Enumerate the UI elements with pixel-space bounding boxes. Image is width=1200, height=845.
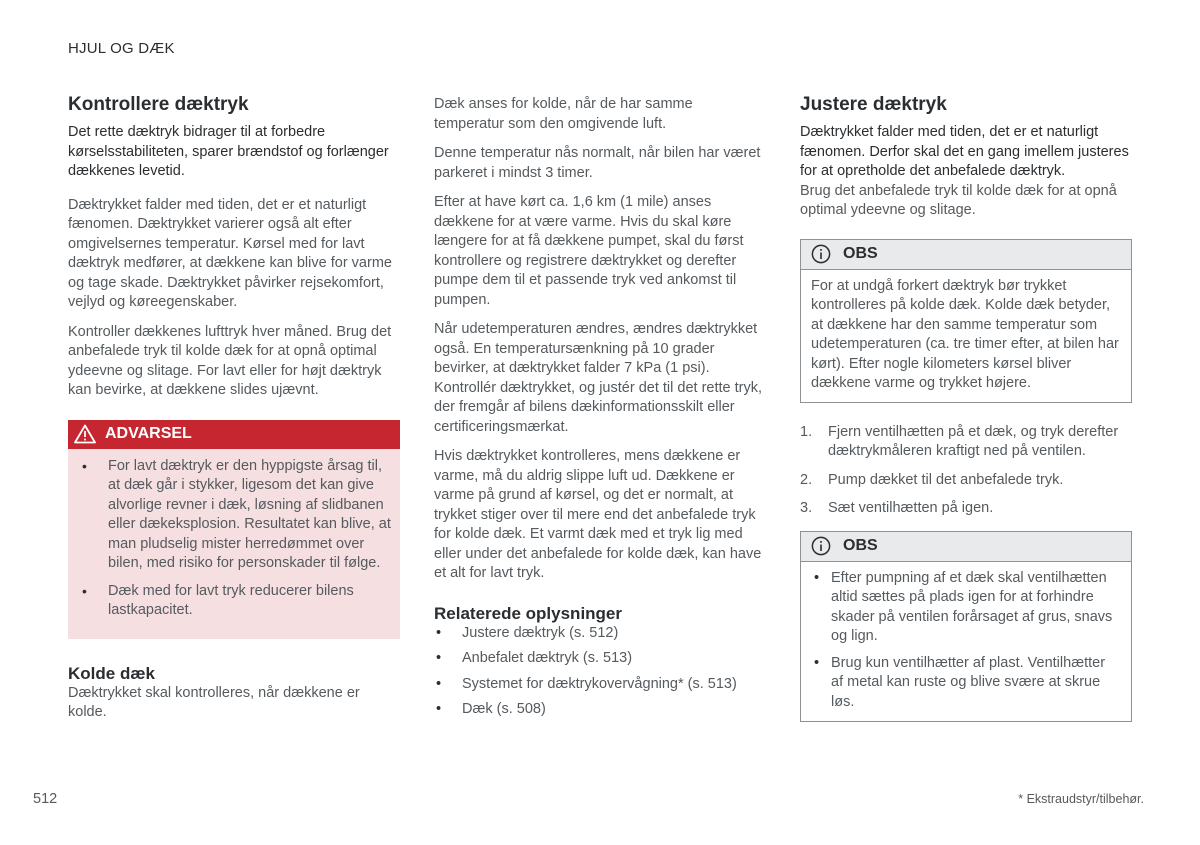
column-middle	[434, 95, 764, 726]
page-number: 512	[33, 791, 58, 807]
note-header	[801, 532, 1131, 562]
step-item	[800, 471, 1132, 491]
step-number: 2.	[800, 471, 813, 488]
warning-box	[68, 420, 400, 639]
note-title: OBS	[843, 245, 878, 262]
warning-item: • Dæk med for lavt tryk reducerer bilens lastkapacitet.	[68, 582, 392, 621]
paragraph: Hvis dæktrykket kontrolleres, mens dækkene er varme, må du aldrig slippe luft ud. Dækkene er varme på grund af kørsel, og det er normalt, at trykket stiger over til mere end det anbefalede tryk for kolde dæk. Et varmt dæk med et tryk lig med eller under det anbefalede for kolde dæk, kan have et alt for lavt tryk.	[434, 448, 762, 581]
note-header	[801, 240, 1131, 270]
warning-list	[68, 449, 400, 635]
step-number: 1.	[800, 423, 813, 440]
intro-paragraph: Dæktrykket falder med tiden, det er et naturligt fænomen. Derfor skal det en gang imellem justeres for at opretholde det anbefalede dæktryk.	[800, 124, 1129, 179]
subsection-title-cold-tires: Kolde dæk	[68, 663, 155, 683]
paragraph: Efter at have kørt ca. 1,6 km (1 mile) anses dækkene for at være varme. Hvis du skal køre længere for at få dækkene pumpet, skal du først kontrollere og registrere dæktrykket og derefter pumpe dem til et passende tryk ved ankomst til pumpen.	[434, 194, 744, 308]
steps-list	[800, 423, 1132, 519]
related-info-title: Relaterede oplysninger	[434, 603, 623, 623]
paragraph: Kontroller dækkenes lufttryk hver måned. Brug det anbefalede tryk til kolde dæk for at opnå optimal ydeevne og slitage. For lavt eller for højt dæktryk kan bevirke, at dækkene slides ujævnt.	[68, 323, 392, 398]
related-link[interactable]: • Anbefalet dæktryk (s. 513)	[434, 649, 764, 669]
note-item: • Efter pumpning af et dæk skal ventilhætten altid sættes på plads igen for at forhindre skader på ventilen forårsaget af grus, snavs og lign.	[811, 569, 1121, 647]
note-box	[800, 239, 1132, 403]
section-header: HJUL OG DÆK	[68, 40, 175, 57]
step-text: Sæt ventilhætten på igen.	[828, 500, 994, 516]
column-left	[68, 93, 400, 733]
footnote: * Ekstraudstyr/tilbehør.	[1018, 792, 1144, 806]
related-link[interactable]: • Systemet for dæktrykovervågning* (s. 513)	[434, 675, 764, 695]
step-number: 3.	[800, 500, 813, 516]
column-right	[800, 93, 1132, 722]
related-link[interactable]: • Justere dæktryk (s. 512)	[434, 624, 764, 644]
paragraph: Dæktrykket skal kontrolleres, når dækkene er kolde.	[68, 684, 360, 720]
paragraph: Denne temperatur nås normalt, når bilen har været parkeret i mindst 3 timer.	[434, 145, 761, 181]
note-body	[801, 270, 1131, 402]
paragraph: Dæktrykket falder med tiden, det er et naturligt fænomen. Dæktrykket varierer også alt efter omgivelsernes temperatur. Kørsel med for lavt dæktryk medfører, at dækkene kan blive for varme og tage skade. Dæktrykket påvirker rejsekomfort, vejlyd og køreegenskaber.	[68, 196, 392, 310]
section-title-adjust-pressure: Justere dæktryk	[800, 94, 947, 115]
warning-title: ADVARSEL	[105, 425, 192, 442]
warning-triangle-icon	[74, 424, 96, 444]
note-item: • Brug kun ventilhætter af plast. Ventilhætter af metal kan ruste og blive svære at skrue løs.	[811, 654, 1121, 713]
intro-paragraph: Det rette dæktryk bidrager til at forbedre kørselsstabiliteten, sparer brændstof og forlænger dækkenes levetid.	[68, 124, 389, 179]
note-list	[811, 569, 1121, 713]
paragraph: Dæk anses for kolde, når de har samme temperatur som den omgivende luft.	[434, 96, 693, 132]
note-box	[800, 531, 1132, 723]
step-item	[800, 423, 1132, 462]
section-title-check-pressure: Kontrollere dæktryk	[68, 94, 249, 115]
note-text: For at undgå forkert dæktryk bør trykket kontrolleres på kolde dæk. Kolde dæk betyder, at dækkene har den samme temperatur som udetemperaturen (ca. tre timer efter, at bilen har kørt). Efter nogle kilometers kørsel bliver dækkene varme og trykket højere.	[811, 277, 1119, 391]
step-item	[800, 499, 1132, 519]
warning-item: • For lavt dæktryk er den hyppigste årsag til, at dæk går i stykker, ligesom det kan give alvorlige revner i dæk, løsning af slidbanen eller dækeksplosion. Resultatet kan blive, at man pludselig mister herredømmet over bilen, med risiko for personskader til følge.	[68, 457, 392, 574]
step-text: Fjern ventilhætten på et dæk, og tryk derefter dæktrykmåleren kraftigt ned på ventilen.	[828, 423, 1119, 459]
info-icon	[811, 536, 831, 556]
warning-header	[68, 420, 400, 449]
paragraph: Brug det anbefalede tryk til kolde dæk for at opnå optimal ydeevne og slitage.	[800, 182, 1117, 218]
info-icon	[811, 244, 831, 264]
note-body	[801, 562, 1131, 722]
paragraph: Når udetemperaturen ændres, ændres dæktrykket også. En temperatursænkning på 10 grader bevirker, at dæktrykket falder 7 kPa (1 psi). Kontrollér dæktrykket, og justér det til det rette tryk, der fremgår af bilens dækinformationsskilt eller certificeringsmærkat.	[434, 321, 762, 435]
step-text: Pump dækket til det anbefalede tryk.	[828, 471, 1064, 488]
related-link[interactable]: • Dæk (s. 508)	[434, 700, 764, 720]
note-title: OBS	[843, 537, 878, 554]
related-links-list	[434, 624, 764, 720]
